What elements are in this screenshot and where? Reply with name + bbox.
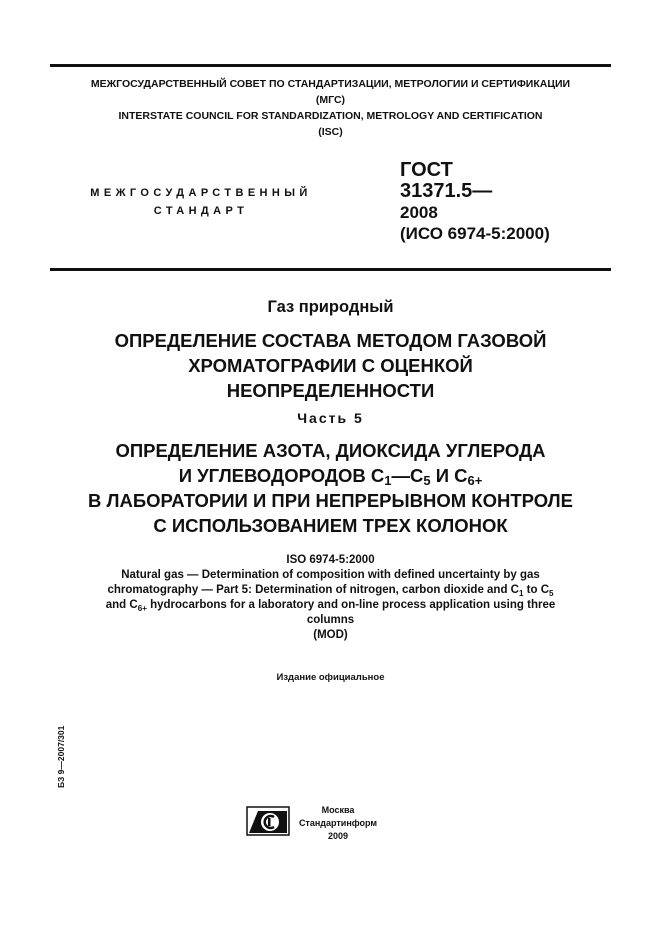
main-title-line3: НЕОПРЕДЕЛЕННОСТИ xyxy=(226,380,435,401)
council-block xyxy=(40,76,621,140)
publisher-name: Стандартинформ xyxy=(298,818,378,828)
edition-label: Издание официальное xyxy=(276,672,385,683)
standard-type-line1: МЕЖГОСУДАРСТВЕННЫЙ xyxy=(90,187,312,199)
publisher-block xyxy=(292,804,384,843)
iso-reference: (ИСО 6974-5:2000) xyxy=(400,224,550,243)
middle-rule xyxy=(50,268,611,271)
main-title-line1: ОПРЕДЕЛЕНИЕ СОСТАВА МЕТОДОМ ГАЗОВОЙ xyxy=(114,330,547,351)
designation-block xyxy=(400,160,550,244)
iso-block xyxy=(40,553,621,643)
part-title xyxy=(40,438,621,538)
standartinform-logo xyxy=(246,806,290,836)
council-ru: МЕЖГОСУДАРСТВЕННЫЙ СОВЕТ ПО СТАНДАРТИЗАЦИИ, МЕТРОЛОГИИ И СЕРТИФИКАЦИИ xyxy=(90,78,571,90)
part-title-line1: ОПРЕДЕЛЕНИЕ АЗОТА, ДИОКСИДА УГЛЕРОДА xyxy=(115,440,546,461)
publisher-city: Москва xyxy=(321,805,355,815)
main-title-line2: ХРОМАТОГРАФИИ С ОЦЕНКОЙ xyxy=(188,355,473,376)
iso-title-line2: chromatography — Part 5: Determination of nitrogen, carbon dioxide and $C_1$ to $C_5$ xyxy=(107,584,554,598)
standard-type-line2: СТАНДАРТ xyxy=(153,205,249,217)
top-rule xyxy=(50,64,611,67)
iso-title-line4: columns xyxy=(306,614,355,626)
council-en-abbr: (ISC) xyxy=(318,126,343,138)
publisher-year: 2009 xyxy=(327,831,349,841)
part-title-line2: И УГЛЕВОДОРОДОВ $С_1—С_5$ И $С_{6+}$ xyxy=(178,465,483,488)
iso-title-line1: Natural gas — Determination of composition with defined uncertainty by gas xyxy=(121,569,540,581)
part-title-line3: В ЛАБОРАТОРИИ И ПРИ НЕПРЕРЫВНОМ КОНТРОЛЕ xyxy=(88,490,573,511)
mod-label: (MOD) xyxy=(313,629,348,641)
iso-code: ISO 6974-5:2000 xyxy=(286,554,375,566)
council-ru-abbr: (МГС) xyxy=(315,94,346,106)
gost-label: ГОСТ xyxy=(400,159,453,181)
part-title-line4: С ИСПОЛЬЗОВАНИЕМ ТРЕХ КОЛОНОК xyxy=(153,515,508,536)
subject-title: Газ природный xyxy=(267,298,394,316)
side-code-text: БЗ 9—2007/301 xyxy=(56,725,66,788)
standard-type xyxy=(70,184,332,220)
side-code xyxy=(52,700,72,790)
main-title xyxy=(40,328,621,403)
iso-title-line3: and $C_{6+}$ hydrocarbons for a laboratory and on-line process application using three xyxy=(105,599,556,613)
gost-year: 2008 xyxy=(400,203,438,222)
part-label: Часть 5 xyxy=(297,410,364,426)
council-en: INTERSTATE COUNCIL FOR STANDARDIZATION, METROLOGY AND CERTIFICATION xyxy=(118,110,543,122)
gost-number: 31371.5— xyxy=(400,180,493,202)
